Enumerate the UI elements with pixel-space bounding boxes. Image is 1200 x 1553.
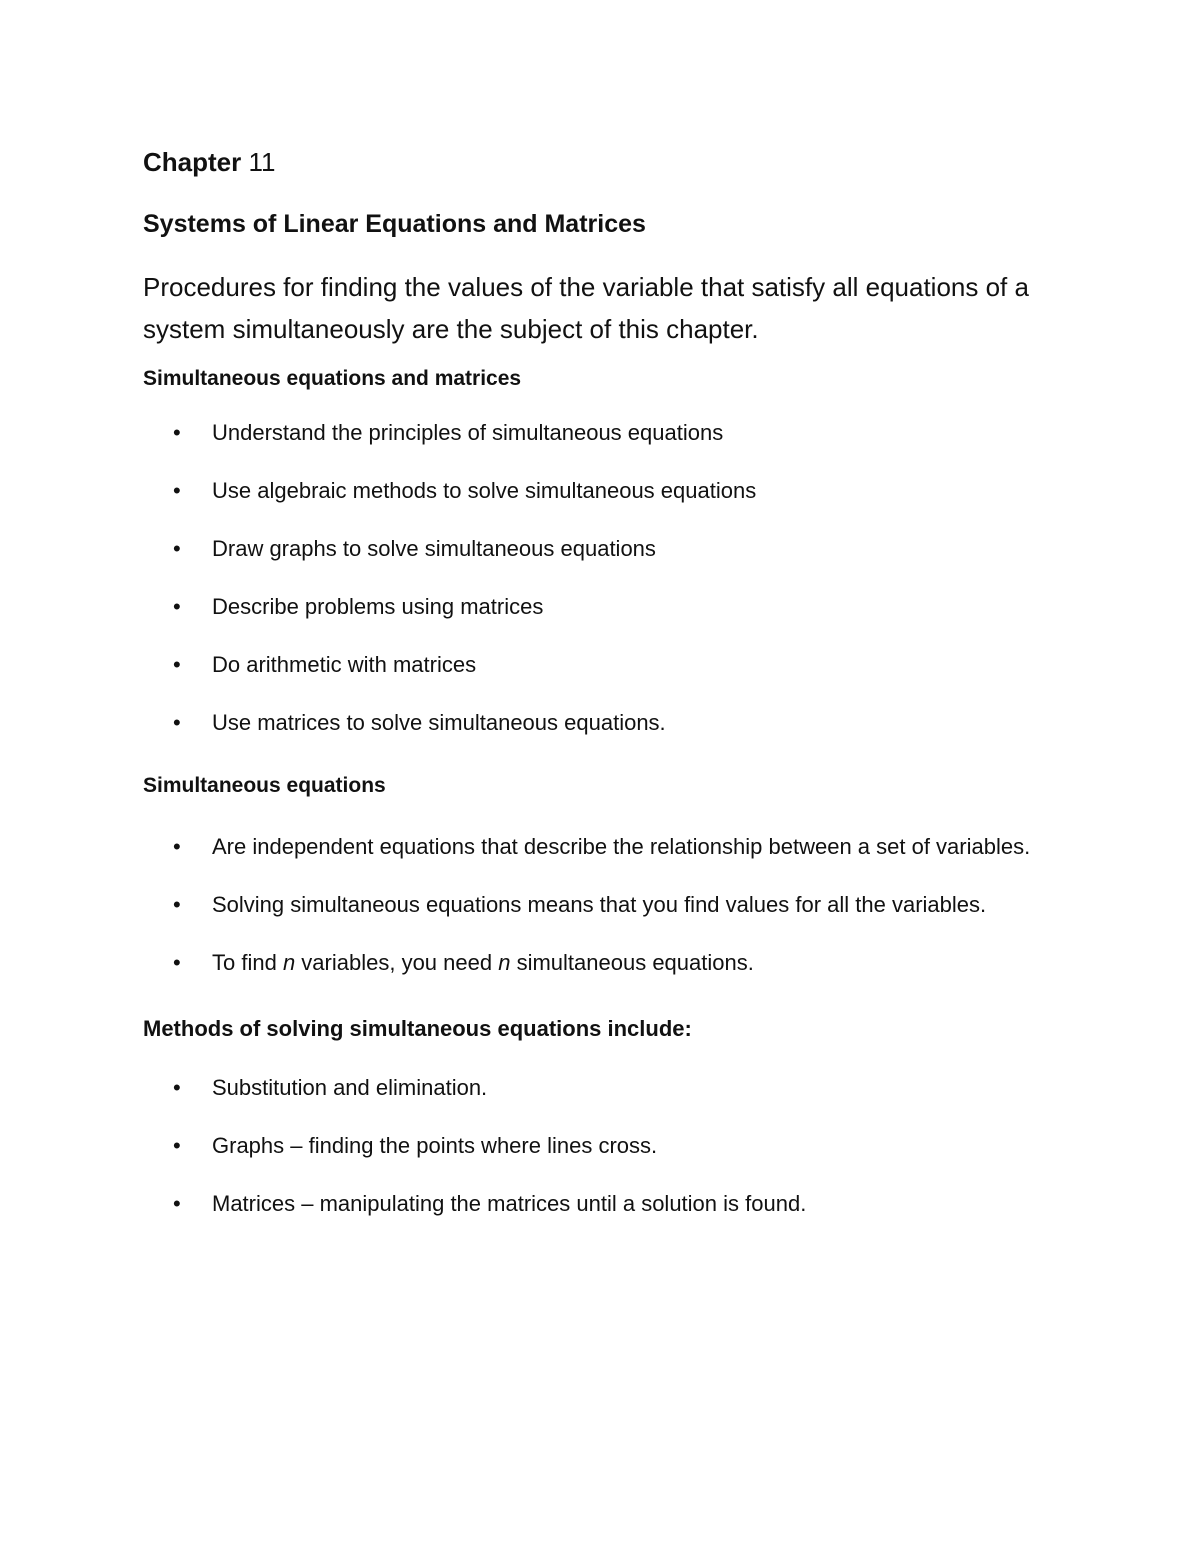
list-item-text-part: To find (212, 950, 283, 975)
intro-paragraph: Procedures for finding the values of the variable that satisfy all equations of a system simultaneously are the subject of this chapter. (143, 272, 1029, 344)
chapter-title: Systems of Linear Equations and Matrices (143, 210, 646, 238)
objectives-list (143, 413, 1073, 742)
list-item (143, 827, 1073, 866)
list-item-text: Solving simultaneous equations means that you find values for all the variables. (212, 892, 987, 917)
list-item-text: Use matrices to solve simultaneous equations. (212, 710, 666, 735)
list-item (143, 943, 1073, 982)
list-item (143, 1126, 1073, 1165)
list-item-text: Graphs – finding the points where lines cross. (212, 1133, 658, 1158)
definition-list (143, 827, 1073, 982)
list-item-text: Use algebraic methods to solve simultaneous equations (212, 478, 757, 503)
list-item (143, 1184, 1073, 1223)
bullet-icon: • (173, 594, 181, 619)
list-item-text: Understand the principles of simultaneous equations (212, 420, 724, 445)
bullet-icon: • (173, 950, 181, 975)
list-item (143, 587, 1073, 626)
bullet-icon: • (173, 1075, 181, 1100)
list-item-text: Describe problems using matrices (212, 594, 544, 619)
bullet-icon: • (173, 478, 181, 503)
section-heading-simultaneous-equations-and-matrices: Simultaneous equations and matrices (143, 367, 522, 390)
bullet-icon: • (173, 1133, 181, 1158)
list-item-text: Substitution and elimination. (212, 1075, 488, 1100)
bullet-icon: • (173, 834, 181, 859)
list-item (143, 471, 1073, 510)
list-item-text-part: simultaneous equations. (510, 950, 754, 975)
list-item-text: Matrices – manipulating the matrices until a solution is found. (212, 1191, 807, 1216)
list-item-text-part: variables, you need (295, 950, 499, 975)
list-item (143, 529, 1073, 568)
chapter-word: Chapter (143, 147, 242, 177)
variable-n: n (282, 950, 296, 975)
methods-list (143, 1068, 1073, 1223)
variable-n: n (498, 950, 511, 975)
list-item-text: Are independent equations that describe the relationship between a set of variables. (212, 834, 1031, 859)
bullet-icon: • (173, 892, 181, 917)
list-item (143, 1068, 1073, 1107)
chapter-label (143, 140, 1073, 184)
document-content (143, 140, 1073, 1223)
section-heading-methods: Methods of solving simultaneous equations include: (143, 1016, 692, 1041)
list-item (143, 413, 1073, 452)
list-item (143, 703, 1073, 742)
list-item-text: Draw graphs to solve simultaneous equations (212, 536, 656, 561)
list-item-text: Do arithmetic with matrices (212, 652, 477, 677)
list-item (143, 645, 1073, 684)
section-heading-simultaneous-equations: Simultaneous equations (143, 774, 386, 797)
bullet-icon: • (173, 420, 181, 445)
bullet-icon: • (173, 710, 181, 735)
list-item (143, 885, 1073, 924)
bullet-icon: • (173, 536, 181, 561)
bullet-icon: • (173, 652, 181, 677)
chapter-number: 11 (241, 147, 276, 177)
bullet-icon: • (173, 1191, 181, 1216)
